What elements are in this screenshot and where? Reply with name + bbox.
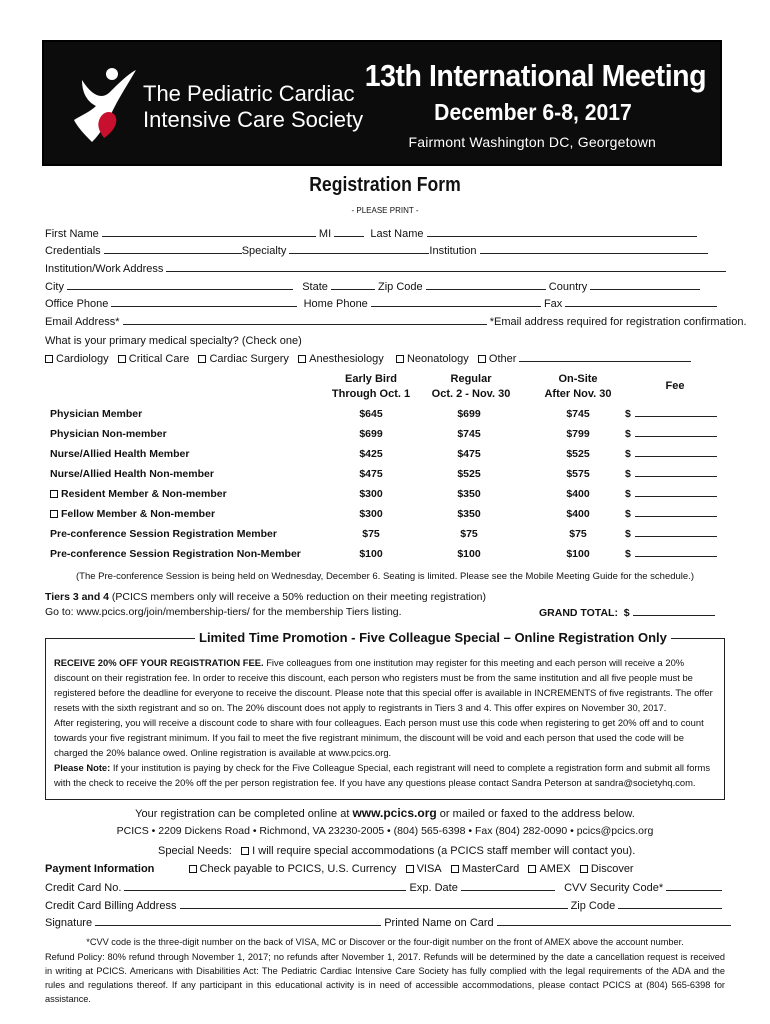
tiers-note: Tiers 3 and 4 (PCICS members only will receive a 50% reduction on their meeting registration) xyxy=(45,591,487,603)
state-label: State xyxy=(302,281,328,293)
fee-amount-field[interactable]: $ xyxy=(625,448,717,460)
fee-row-label: Pre-conference Session Registration Member xyxy=(50,528,277,540)
fee-amount-field[interactable]: $ xyxy=(625,548,717,560)
billing-address-field[interactable] xyxy=(180,899,568,909)
office-phone-label: Office Phone xyxy=(45,298,109,310)
card-number-field[interactable] xyxy=(124,881,406,891)
fee-row-label: Nurse/Allied Health Member xyxy=(50,448,190,460)
fee-row xyxy=(45,468,725,486)
specialty-options xyxy=(45,352,691,365)
tiers-link-row: Go to: www.pcics.org/join/membership-tiers/ for the membership Tiers listing. xyxy=(45,606,402,618)
regular-price: $350 xyxy=(457,488,481,500)
regular-price: $525 xyxy=(457,468,481,480)
checkbox-icon[interactable] xyxy=(198,355,206,363)
first-name-label: First Name xyxy=(45,228,99,240)
phone-row xyxy=(45,297,717,310)
mi-field[interactable] xyxy=(334,227,364,237)
regular-price: $350 xyxy=(457,508,481,520)
grand-total-row: GRAND TOTAL: $ xyxy=(539,606,715,619)
meeting-venue: Fairmont Washington DC, Georgetown xyxy=(408,134,656,150)
specialty-option[interactable]: Other xyxy=(478,353,517,365)
fee-header: Fee xyxy=(665,380,685,392)
refund-policy: Refund Policy: 80% refund through November 1, 2017; no refunds after November 1, 2017. Refunds will be determined by the date a cancellation request is received in writing at PCICS. Americans with Disabilities Act: The Pediatric Cardiac Intensive Care Society has fully complied with the legal requirements of the ADA and the rules and regulations thereof. If any participant in this educational activity is in need of accessible accommodations, please contact PCICS at (804) 565-6398 for assistance. xyxy=(45,952,725,1004)
regular-price: $699 xyxy=(457,408,481,420)
fee-row xyxy=(45,428,725,446)
payment-options-row: Payment Information Check payable to PCICS, U.S. Currency VISA MasterCard AMEX Discover xyxy=(45,863,634,875)
promo-paragraph-1: RECEIVE 20% OFF YOUR REGISTRATION FEE. Five colleagues from one institution may register for this meeting and each person will receive a 20% discount on their registration fee. In order to receive this discount, each person who registers must be from the same institution and all five people must be registered before the deadline for everyone to receive the discount. Please note that this special offer is available in INCREMENTS of five registrants. The offer resets with the sixth registrant and so on. The 20% discount does not apply to registrants in Tiers 3 and 4. This offer expires on November 30, 2017. xyxy=(54,657,713,713)
promotion-box xyxy=(45,638,725,800)
credentials-label: Credentials xyxy=(45,245,101,257)
early-bird-price: $645 xyxy=(359,408,383,420)
country-label: Country xyxy=(548,281,588,293)
specialty-option[interactable]: Neonatology xyxy=(396,353,469,365)
early-bird-price: $699 xyxy=(359,428,383,440)
checkbox-icon[interactable] xyxy=(298,355,306,363)
fee-row xyxy=(45,508,725,526)
checkbox-icon[interactable] xyxy=(580,865,588,873)
checkbox-icon[interactable] xyxy=(50,510,58,518)
fax-label: Fax xyxy=(543,298,563,310)
fee-amount-field[interactable]: $ xyxy=(625,468,717,480)
zip-field[interactable] xyxy=(426,280,546,290)
regular-header: Regular Oct. 2 - Nov. 30 xyxy=(431,373,511,400)
email-row xyxy=(45,315,747,328)
promotion-heading: Limited Time Promotion - Five Colleague Special – Online Registration Only xyxy=(45,630,725,646)
onsite-price: $799 xyxy=(566,428,590,440)
email-label: Email Address* xyxy=(45,316,120,328)
specialty-label: Specialty xyxy=(241,245,287,257)
institution-label: Institution xyxy=(429,245,477,257)
exp-date-field[interactable] xyxy=(461,881,555,891)
specialty-option[interactable]: Cardiology xyxy=(45,353,109,365)
state-field[interactable] xyxy=(331,280,375,290)
city-field[interactable] xyxy=(67,280,293,290)
credentials-field[interactable] xyxy=(104,244,242,254)
early-bird-price: $75 xyxy=(362,528,380,540)
fee-row-label: Fellow Member & Non-member xyxy=(50,508,215,520)
checkbox-icon[interactable] xyxy=(396,355,404,363)
grand-total-label: GRAND TOTAL: xyxy=(539,607,618,619)
grand-total-field[interactable] xyxy=(633,606,715,616)
fee-row-label: Pre-conference Session Registration Non-Member xyxy=(50,548,301,560)
form-title: Registration Form xyxy=(309,174,461,196)
fee-amount-field[interactable]: $ xyxy=(625,408,717,420)
institution-address-field[interactable] xyxy=(166,262,726,272)
onsite-price: $745 xyxy=(566,408,590,420)
regular-price: $75 xyxy=(460,528,478,540)
onsite-price: $100 xyxy=(566,548,590,560)
city-label: City xyxy=(45,281,64,293)
mi-label: MI xyxy=(318,228,332,240)
signature-row: Signature Printed Name on Card xyxy=(45,916,731,929)
first-name-field[interactable] xyxy=(102,227,316,237)
society-logo-icon xyxy=(70,66,142,144)
other-specialty-field[interactable] xyxy=(519,352,691,362)
home-phone-label: Home Phone xyxy=(303,298,368,310)
checkbox-icon[interactable] xyxy=(189,865,197,873)
meeting-date: December 6-8, 2017 xyxy=(434,99,632,125)
printed-name-field[interactable] xyxy=(497,916,731,926)
address-line: PCICS • 2209 Dickens Road • Richmond, VA 23230-2005 • (804) 565-6398 • Fax (804) 282-0090 • pcics@pcics.org xyxy=(116,825,654,837)
fee-amount-field[interactable]: $ xyxy=(625,428,717,440)
fee-row-label: Physician Member xyxy=(50,408,143,420)
preconference-note: (The Pre-conference Session is being held on Wednesday, December 6. Seating is limited. Please see the Mobile Meeting Guide for the schedule.) xyxy=(75,571,694,582)
payment-title: Payment Information xyxy=(45,863,155,875)
header-banner xyxy=(42,40,722,166)
specialty-option[interactable]: Critical Care xyxy=(118,353,190,365)
fee-row xyxy=(45,448,725,466)
onsite-header: On-Site After Nov. 30 xyxy=(544,373,612,400)
specialty-option[interactable]: Anesthesiology xyxy=(298,353,384,365)
onsite-price: $575 xyxy=(566,468,590,480)
checkbox-icon[interactable] xyxy=(241,847,249,855)
onsite-price: $75 xyxy=(569,528,587,540)
early-bird-header: Early Bird Through Oct. 1 xyxy=(331,373,411,400)
promo-paragraph-3: Please Note: If your institution is paying by check for the Five Colleague Special, each registrant will need to complete a registration form and submit all forms with the check to receive the 20% off the per person registration fee. If you have any questions please contact Sandra Peterson at sandra@societyhq.com. xyxy=(54,762,711,788)
early-bird-price: $475 xyxy=(359,468,383,480)
email-note: *Email address required for registration confirmation. xyxy=(489,316,747,328)
fee-row xyxy=(45,528,725,546)
specialty-option[interactable]: Cardiac Surgery xyxy=(198,353,288,365)
fee-amount-field[interactable]: $ xyxy=(625,508,717,520)
signature-field[interactable] xyxy=(95,916,381,926)
regular-price: $745 xyxy=(457,428,481,440)
cvv-note: *CVV code is the three-digit number on the back of VISA, MC or Discover or the four-digit number on the front of AMEX above the account number. xyxy=(86,937,684,947)
fee-amount-field[interactable]: $ xyxy=(625,528,717,540)
name-row xyxy=(45,227,697,240)
checkbox-icon[interactable] xyxy=(478,355,486,363)
fee-amount-field[interactable]: $ xyxy=(625,488,717,500)
address-row xyxy=(45,262,726,275)
meeting-title: 13th International Meeting xyxy=(364,58,706,93)
onsite-price: $525 xyxy=(566,448,590,460)
fax-field[interactable] xyxy=(565,297,717,307)
institution-field[interactable] xyxy=(480,244,708,254)
checkbox-icon[interactable] xyxy=(528,865,536,873)
checkbox-icon[interactable] xyxy=(406,865,414,873)
early-bird-price: $100 xyxy=(359,548,383,560)
home-phone-field[interactable] xyxy=(371,297,541,307)
billing-zip-field[interactable] xyxy=(618,899,722,909)
city-row xyxy=(45,280,700,293)
please-print: - PLEASE PRINT - xyxy=(351,206,419,215)
zip-label: Zip Code xyxy=(378,281,423,293)
society-name: The Pediatric Cardiac Intensive Care Society xyxy=(143,81,364,132)
institution-address-label: Institution/Work Address xyxy=(45,263,164,275)
special-needs-row: Special Needs: I will require special accommodations (a PCICS staff member will contact you). xyxy=(158,845,636,857)
website-link[interactable]: www.pcics.org xyxy=(352,806,437,820)
checkbox-icon[interactable] xyxy=(45,355,53,363)
early-bird-price: $300 xyxy=(359,488,383,500)
cvv-field[interactable] xyxy=(666,881,722,891)
email-field[interactable] xyxy=(123,315,487,325)
early-bird-price: $300 xyxy=(359,508,383,520)
early-bird-price: $425 xyxy=(359,448,383,460)
fee-row-label: Resident Member & Non-member xyxy=(50,488,227,500)
last-name-label: Last Name xyxy=(370,228,424,240)
online-registration-line: Your registration can be completed online at www.pcics.org or mailed or faxed to the address below. xyxy=(135,806,635,820)
fee-row-label: Physician Non-member xyxy=(50,428,167,440)
office-phone-field[interactable] xyxy=(111,297,297,307)
fee-row xyxy=(45,548,725,566)
fee-row-label: Nurse/Allied Health Non-member xyxy=(50,468,214,480)
onsite-price: $400 xyxy=(566,488,590,500)
country-field[interactable] xyxy=(590,280,700,290)
checkbox-icon[interactable] xyxy=(118,355,126,363)
specialty-question: What is your primary medical specialty? (Check one) xyxy=(45,335,302,347)
checkbox-icon[interactable] xyxy=(50,490,58,498)
card-row: Credit Card No. Exp. Date CVV Security Code* xyxy=(45,881,722,894)
regular-price: $100 xyxy=(457,548,481,560)
billing-row: Credit Card Billing Address Zip Code xyxy=(45,899,722,912)
onsite-price: $400 xyxy=(566,508,590,520)
membership-tiers-link[interactable]: www.pcics.org/join/membership-tiers/ xyxy=(76,606,250,618)
regular-price: $475 xyxy=(457,448,481,460)
checkbox-icon[interactable] xyxy=(451,865,459,873)
fee-row xyxy=(45,488,725,506)
credentials-row xyxy=(45,244,708,257)
last-name-field[interactable] xyxy=(427,227,697,237)
specialty-field[interactable] xyxy=(289,244,429,254)
promo-paragraph-2: After registering, you will receive a discount code to share with four colleagues. Each person must use this code when registering to get 20% off and to count towards your five registrant minimum. If you fail to meet the five registrant minimum, the discount will be void and each person that used the code will be charged the 20% balance owed. Online registration is available at www.pcics.org. xyxy=(54,717,704,758)
fee-row xyxy=(45,408,725,426)
